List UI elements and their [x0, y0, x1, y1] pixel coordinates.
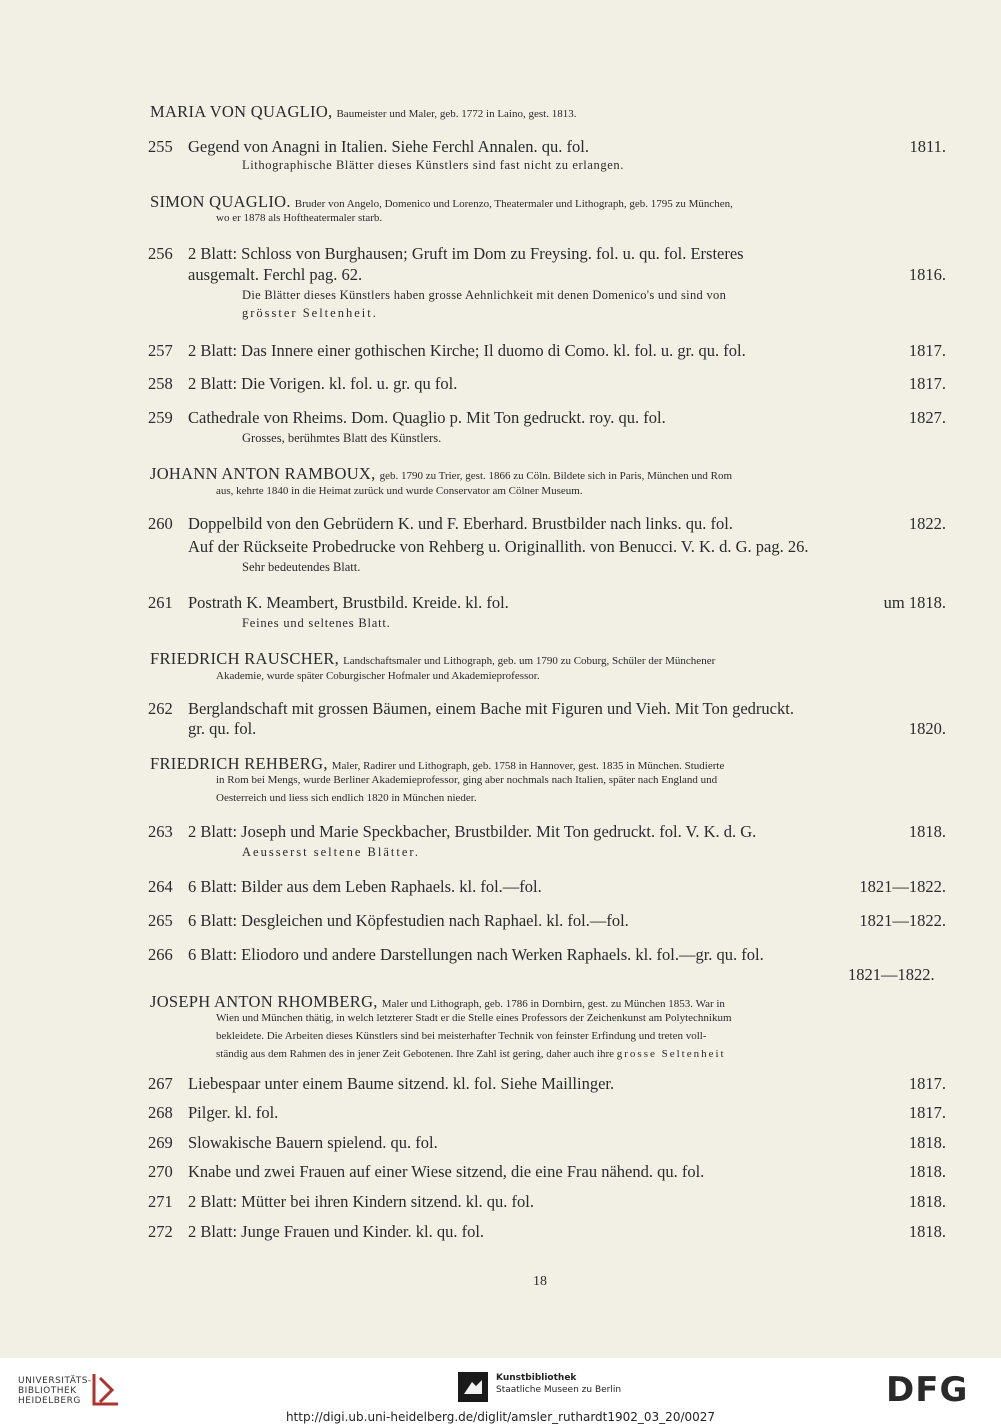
dfg-logo: DFG: [886, 1370, 969, 1410]
catalog-entry: [148, 408, 946, 428]
entry-number: 269: [148, 1133, 173, 1152]
artist-bio-text: ständig aus dem Rahmen des in jener Zeit Gebotenen. Ihre Zahl ist gering, daher auch ihre: [216, 1048, 615, 1060]
entry-number: 267: [148, 1074, 173, 1093]
artist-bio: Oesterreich und liess sich endlich 1820 in München nieder.: [216, 792, 477, 804]
artist-name: JOHANN ANTON RAMBOUX,: [150, 464, 376, 483]
entry-year: 1820.: [908, 719, 946, 738]
artist-bio: bekleidete. Die Arbeiten dieses Künstlers sind bei meisterhafter Technik von feinster Erfindung und treten voll-: [216, 1030, 707, 1042]
entry-title: Slowakische Bauern spielend. qu. fol.: [188, 1133, 438, 1152]
artist-name: FRIEDRICH RAUSCHER,: [150, 649, 340, 668]
entry-number: 271: [148, 1192, 173, 1211]
artist-bio-spaced: grosse Seltenheit: [616, 1048, 726, 1060]
artist-bio: Maler, Radirer und Lithograph, geb. 1758 in Hannover, gest. 1835 in München. Studierte: [331, 760, 725, 772]
entry-title: 6 Blatt: Desgleichen und Köpfestudien nach Raphael. kl. fol.—fol.: [188, 911, 629, 930]
entry-number: 261: [148, 593, 173, 612]
entry-number: 265: [148, 911, 173, 930]
viewer-footer: [0, 1358, 1001, 1428]
entry-title: Cathedrale von Rheims. Dom. Quaglio p. Mit Ton gedruckt. roy. qu. fol.: [188, 408, 666, 427]
entry-year: 1818.: [908, 1162, 946, 1181]
artist-bio: wo er 1878 als Hoftheatermaler starb.: [216, 212, 383, 224]
artist-name: JOSEPH ANTON RHOMBERG,: [150, 992, 378, 1011]
entry-title: 2 Blatt: Schloss von Burghausen; Gruft im Dom zu Freysing. fol. u. qu. fol. Ersteres: [188, 244, 744, 263]
artist-bio: [216, 1048, 726, 1060]
artist-name: SIMON QUAGLIO.: [150, 192, 291, 211]
entry-year: 1817.: [908, 374, 946, 393]
artist-bio: Maler und Lithograph, geb. 1786 in Dornbirn, gest. zu München 1853. War in: [381, 998, 725, 1010]
catalog-entry: [148, 1103, 946, 1123]
entry-note: Sehr bedeutendes Blatt.: [242, 560, 361, 574]
catalog-entry: [148, 822, 946, 842]
catalog-entry: [148, 699, 946, 719]
entry-title: 2 Blatt: Das Innere einer gothischen Kirche; Il duomo di Como. kl. fol. u. gr. qu. fol.: [188, 341, 746, 360]
artist-bio: geb. 1790 zu Trier, gest. 1866 zu Cöln. Bildete sich in Paris, München und Rom: [379, 470, 733, 482]
entry-title: Doppelbild von den Gebrüdern K. und F. Eberhard. Brustbilder nach links. qu. fol.: [188, 514, 733, 533]
catalog-entry: [148, 244, 946, 264]
entry-number: 256: [148, 244, 173, 263]
artist-name: MARIA VON QUAGLIO,: [150, 102, 333, 121]
entry-year: 1818.: [908, 1192, 946, 1211]
catalog-entry: [148, 1192, 946, 1212]
entry-number: 259: [148, 408, 173, 427]
entry-title: Gegend von Anagni in Italien. Siehe Ferchl Annalen. qu. fol.: [188, 137, 589, 156]
entry-title-continued: Auf der Rückseite Probedrucke von Rehberg u. Originallith. von Benucci. V. K. d. G. pag. 26.: [188, 537, 809, 556]
entry-year: 1827.: [908, 408, 946, 427]
artist-heading: [150, 992, 725, 1012]
kunstbibliothek-logo-icon: [458, 1372, 488, 1402]
artist-bio: Landschaftsmaler und Lithograph, geb. um 1790 zu Coburg, Schüler der Münchener: [343, 655, 716, 667]
entry-title: 2 Blatt: Joseph und Marie Speckbacher, Brustbilder. Mit Ton gedruckt. fol. V. K. d. G.: [188, 822, 757, 841]
catalog-entry: [148, 945, 946, 965]
catalog-entry: [148, 1074, 946, 1094]
artist-bio: in Rom bei Mengs, wurde Berliner Akademieprofessor, ging aber nochmals nach Italien, später nach England und: [216, 774, 718, 786]
entry-title: ausgemalt. Ferchl pag. 62.: [188, 265, 363, 284]
entry-note: Lithographische Blätter dieses Künstlers sind fast nicht zu erlangen.: [242, 158, 624, 172]
entry-note: Grosses, berühmtes Blatt des Künstlers.: [242, 431, 442, 445]
entry-title: 2 Blatt: Die Vorigen. kl. fol. u. gr. qu fol.: [188, 374, 458, 393]
artist-heading: [150, 464, 732, 484]
entry-note: Die Blätter dieses Künstlers haben grosse Aehnlichkeit mit denen Domenico's und sind von: [242, 288, 727, 302]
entry-number: 268: [148, 1103, 173, 1122]
entry-year: 1817.: [908, 341, 946, 360]
kunstbibliothek-label: Kunstbibliothek Staatliche Museen zu Berlin: [496, 1373, 622, 1395]
entry-year: 1811.: [909, 137, 946, 156]
artist-heading: [150, 754, 724, 774]
catalog-entry: [148, 1162, 946, 1182]
catalog-entry: [148, 341, 946, 361]
entry-title: Postrath K. Meambert, Brustbild. Kreide. kl. fol.: [188, 593, 509, 612]
artist-bio: aus, kehrte 1840 in die Heimat zurück und wurde Conservator am Cölner Museum.: [216, 485, 583, 497]
entry-number: 258: [148, 374, 173, 393]
entry-year: 1821—1822.: [848, 965, 935, 984]
entry-year: um 1818.: [883, 593, 946, 612]
catalog-entry: [148, 1133, 946, 1153]
page-number: 18: [533, 1274, 547, 1289]
entry-title: Liebespaar unter einem Baume sitzend. kl. fol. Siehe Maillinger.: [188, 1074, 615, 1093]
university-logo-text: UNIVERSITÄTS- BIBLIOTHEK HEIDELBERG: [18, 1376, 92, 1406]
entry-number: 264: [148, 877, 173, 896]
catalog-entry: [148, 911, 946, 931]
artist-bio: Baumeister und Maler, geb. 1772 in Laino, gest. 1813.: [336, 108, 577, 120]
catalog-entry: [148, 593, 946, 613]
catalog-entry: [148, 374, 946, 394]
entry-note: grösster Seltenheit.: [242, 306, 378, 320]
catalog-entry-continued: [148, 719, 946, 739]
entry-title: Berglandschaft mit grossen Bäumen, einem Bache mit Figuren und Vieh. Mit Ton gedruckt.: [188, 699, 794, 718]
entry-note: Aeusserst seltene Blätter.: [242, 845, 421, 859]
entry-title: 6 Blatt: Eliodoro und andere Darstellungen nach Werken Raphaels. kl. fol.—gr. qu. fol.: [188, 945, 764, 964]
source-url[interactable]: http://digi.ub.uni-heidelberg.de/diglit/amsler_ruthardt1902_03_20/0027: [285, 1410, 716, 1424]
entry-year: 1821—1822.: [859, 911, 946, 930]
catalog-entry-continued: [148, 265, 946, 285]
entry-year: 1818.: [908, 1133, 946, 1152]
entry-title: Pilger. kl. fol.: [188, 1103, 279, 1122]
entry-year: 1821—1822.: [859, 877, 946, 896]
entry-title: Knabe und zwei Frauen auf einer Wiese sitzend, die eine Frau nähend. qu. fol.: [188, 1162, 705, 1181]
entry-number: 263: [148, 822, 173, 841]
artist-bio: Bruder von Angelo, Domenico und Lorenzo, Theatermaler und Lithograph, geb. 1795 zu München,: [294, 198, 733, 210]
artist-name: FRIEDRICH REHBERG,: [150, 754, 328, 773]
university-emblem-icon: [90, 1372, 122, 1406]
entry-number: 266: [148, 945, 173, 964]
entry-year: 1816.: [908, 265, 946, 284]
artist-bio: Wien und München thätig, in welch letzterer Stadt er die Stelle eines Professors der Zeichenkunst am Polytechnikum: [216, 1012, 732, 1024]
entry-year: 1822.: [908, 514, 946, 533]
entry-number: 257: [148, 341, 173, 360]
catalog-entry: [148, 137, 946, 157]
catalog-entry: [148, 1222, 946, 1242]
entry-year: 1818.: [908, 822, 946, 841]
artist-heading: [150, 192, 733, 212]
entry-note: Feines und seltenes Blatt.: [242, 616, 391, 630]
entry-title: 2 Blatt: Mütter bei ihren Kindern sitzend. kl. qu. fol.: [188, 1192, 534, 1211]
entry-title: 2 Blatt: Junge Frauen und Kinder. kl. qu. fol.: [188, 1222, 485, 1241]
artist-bio: Akademie, wurde später Coburgischer Hofmaler und Akademieprofessor.: [216, 670, 540, 682]
entry-number: 272: [148, 1222, 173, 1241]
catalog-entry: [148, 514, 946, 534]
entry-year: 1817.: [908, 1103, 946, 1122]
entry-number: 260: [148, 514, 173, 533]
entry-number: 262: [148, 699, 173, 718]
entry-year: 1817.: [908, 1074, 946, 1093]
catalog-entry: [148, 877, 946, 897]
entry-number: 255: [148, 137, 173, 156]
entry-title: 6 Blatt: Bilder aus dem Leben Raphaels. kl. fol.—fol.: [188, 877, 542, 896]
artist-heading: [150, 102, 576, 122]
entry-number: 270: [148, 1162, 173, 1181]
entry-title: gr. qu. fol.: [188, 719, 257, 738]
entry-year: 1818.: [908, 1222, 946, 1241]
artist-heading: [150, 649, 715, 669]
